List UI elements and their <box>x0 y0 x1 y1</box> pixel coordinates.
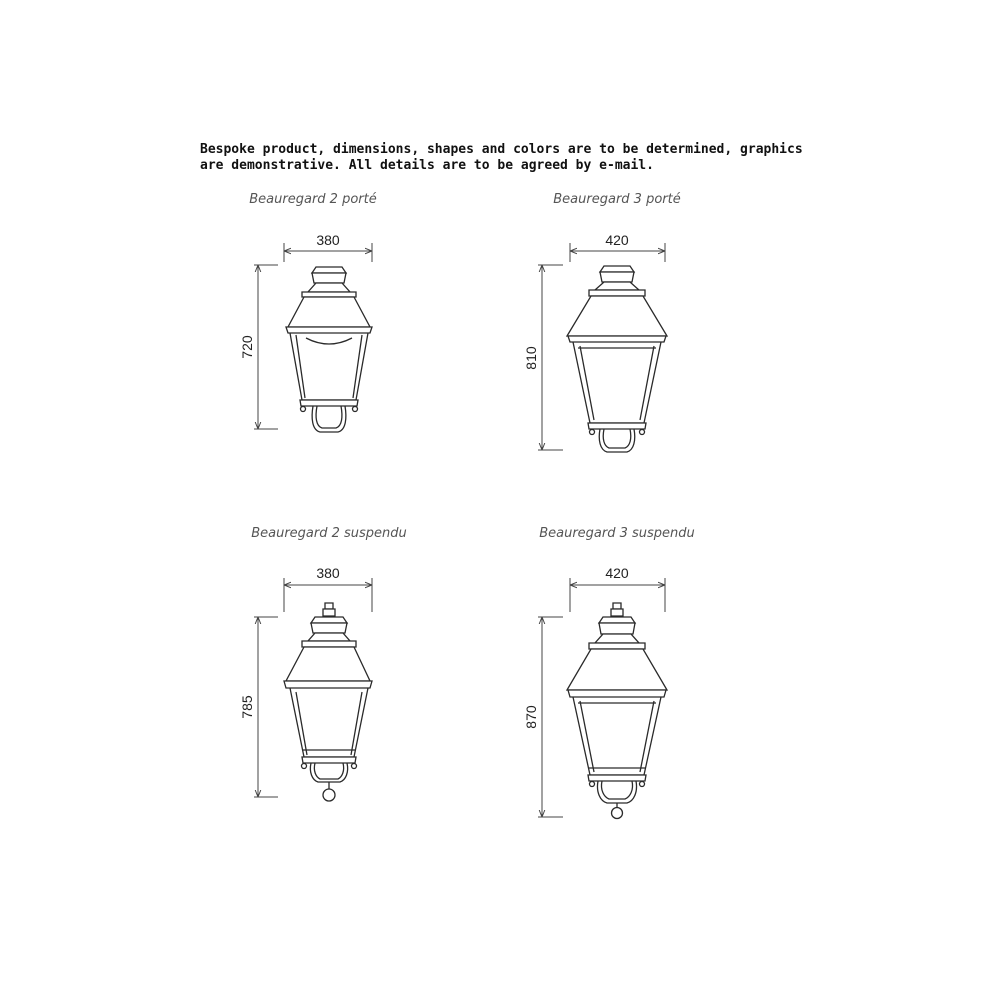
height-dimension-label: 870 <box>523 705 539 729</box>
lantern-title: Beauregard 2 porté <box>249 192 377 207</box>
notice-line-2: are demonstrative. All details are to be agreed by e-mail. <box>200 158 654 173</box>
lantern-outline <box>286 267 372 432</box>
lantern-outline <box>567 266 667 452</box>
height-dimension-label: 810 <box>523 346 539 370</box>
width-dimension-label: 380 <box>316 565 340 581</box>
lantern-outline <box>567 603 667 819</box>
notice-line-1: Bespoke product, dimensions, shapes and colors are to be determined, graphics <box>200 142 803 157</box>
lantern-beauregard-2-suspendu <box>239 526 407 801</box>
lantern-title: Beauregard 3 suspendu <box>539 526 695 541</box>
width-dimension-label: 420 <box>605 565 629 581</box>
lantern-beauregard-2-porte <box>239 192 377 432</box>
lantern-title: Beauregard 3 porté <box>553 192 681 207</box>
lantern-beauregard-3-porte <box>523 192 681 452</box>
lantern-beauregard-3-suspendu <box>523 526 695 819</box>
width-dimension-label: 420 <box>605 232 629 248</box>
width-dimension-label: 380 <box>316 232 340 248</box>
lantern-title: Beauregard 2 suspendu <box>251 526 407 541</box>
height-dimension-label: 785 <box>239 695 255 719</box>
lantern-outline <box>284 603 372 801</box>
height-dimension-label: 720 <box>239 335 255 359</box>
